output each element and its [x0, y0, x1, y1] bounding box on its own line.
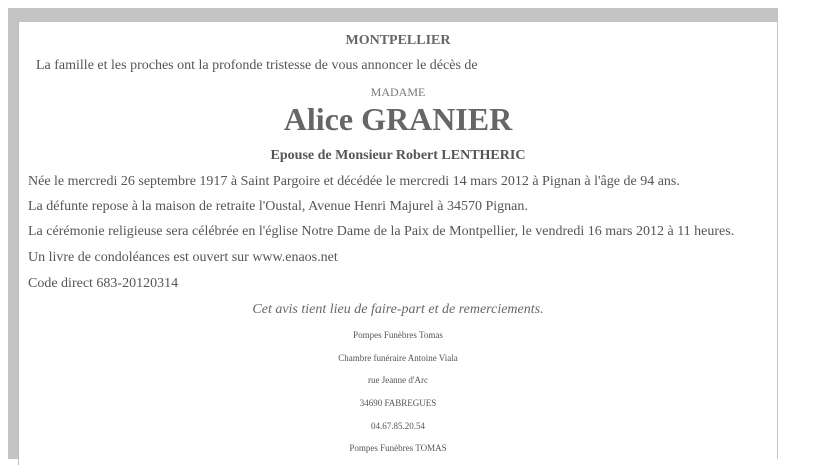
honorific: MADAME — [370, 85, 426, 99]
direct-code-line: Code direct 683-20120314 — [28, 276, 179, 291]
repose-line: La défunte repose à la maison de retraite l'Oustal, Avenue Henri Majurel à 34570 Pignan. — [28, 199, 528, 214]
ceremony-line: La cérémonie religieuse sera célébrée en l'église Notre Dame de la Paix de Montpellier, le vendredi 16 mars 2012 à 11 heures. — [28, 224, 735, 239]
funeral-street: rue Jeanne d'Arc — [367, 375, 429, 385]
funeral-phone: 04.67.85.20.54 — [371, 421, 425, 431]
birth-death-line: Née le mercredi 26 septembre 1917 à Saint Pargoire et décédée le mercredi 14 mars 2012 à Pignan à l'âge de 94 ans. — [28, 174, 680, 189]
city-heading: MONTPELLIER — [345, 33, 451, 48]
funeral-home-name: Pompes Funèbres Tomas — [353, 330, 443, 340]
intro-text: La famille et les proches ont la profonde tristesse de vous annoncer le décès de — [36, 58, 478, 73]
condolences-line: Un livre de condoléances est ouvert sur www.enaos.net — [28, 250, 338, 265]
deceased-name: Alice GRANIER — [283, 101, 513, 137]
spouse-line: Epouse de Monsieur Robert LENTHERIC — [270, 148, 526, 163]
funeral-city: 34690 FABREGUES — [359, 398, 437, 408]
notice-frame — [8, 8, 778, 459]
obituary-card — [18, 22, 777, 465]
funeral-home-signature: Pompes Funèbres TOMAS — [349, 443, 447, 453]
funeral-chamber: Chambre funéraire Antoine Viala — [338, 353, 458, 363]
closing-notice: Cet avis tient lieu de faire-part et de remerciements. — [252, 302, 544, 317]
